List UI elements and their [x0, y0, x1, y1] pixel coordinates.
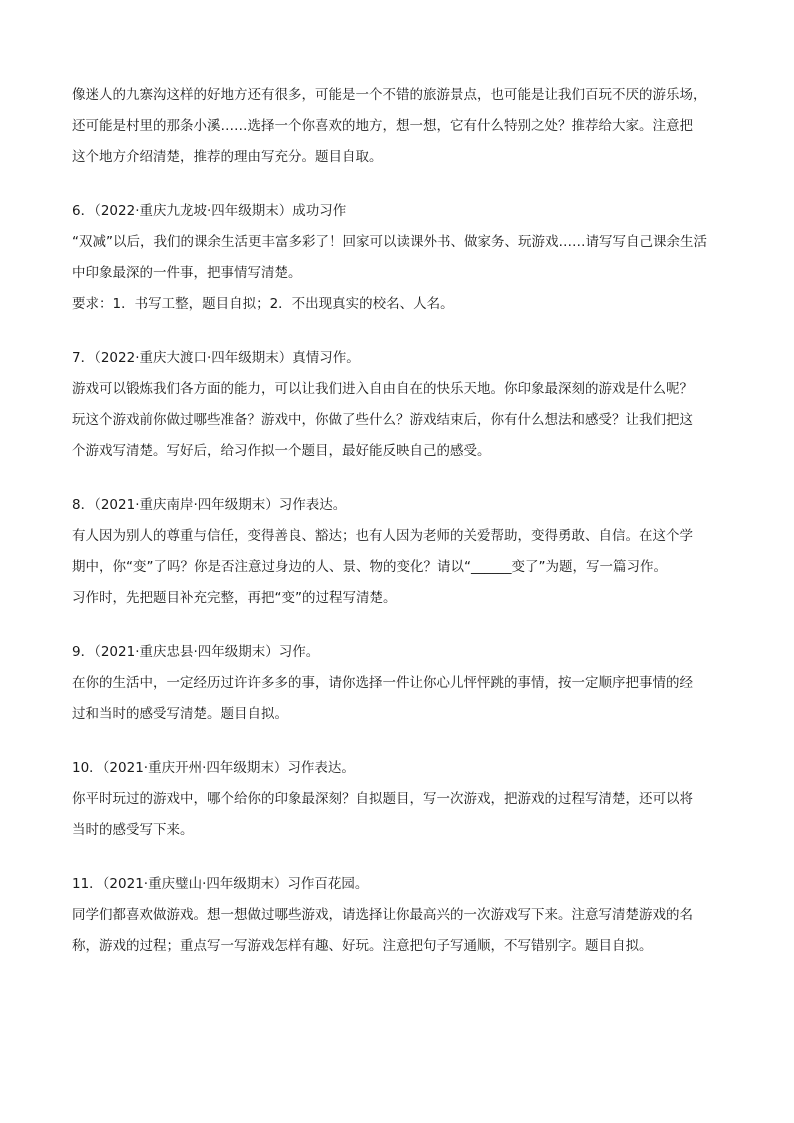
- text-line: 期中，你“变”了吗？你是否注意过身边的人、景、物的变化？请以“______变了”为题，写一篇习作。: [72, 559, 667, 575]
- question-heading: 10．（2021·重庆开州·四年级期末）习作表达。: [72, 760, 355, 776]
- text-line: 玩这个游戏前你做过哪些准备？游戏中，你做了些什么？游戏结束后，你有什么想法和感受？让我们把这: [72, 412, 693, 428]
- text-line: 习作时，先把题目补充完整，再把“变”的过程写清楚。: [72, 590, 397, 606]
- text-line: 中印象最深的一件事，把事情写清楚。: [72, 265, 302, 281]
- question-10: [72, 753, 732, 846]
- text-line: 像迷人的九寨沟这样的好地方还有很多，可能是一个不错的旅游景点，也可能是让我们百玩不厌的游乐场，: [72, 87, 707, 103]
- text-line: 个游戏写清楚。写好后，给习作拟一个题目，最好能反映自己的感受。: [72, 443, 491, 459]
- question-heading: 9．（2021·重庆忠县·四年级期末）习作。: [72, 644, 320, 660]
- text-line: 当时的感受写下来。: [72, 822, 194, 838]
- question-11: [72, 869, 732, 962]
- question-6: [72, 196, 732, 320]
- text-line: 同学们都喜欢做游戏。想一想做过哪些游戏，请选择让你最高兴的一次游戏写下来。注意写清楚游戏的名: [72, 907, 693, 923]
- intro-paragraph: [72, 80, 732, 173]
- text-line: 在你的生活中，一定经历过许许多多的事，请你选择一件让你心儿怦怦跳的事情，按一定顺序把事情的经: [72, 675, 693, 691]
- question-9: [72, 637, 732, 730]
- document-page: [72, 80, 732, 962]
- question-7: [72, 343, 732, 467]
- text-line: 游戏可以锻炼我们各方面的能力，可以让我们进入自由自在的快乐天地。你印象最深刻的游戏是什么呢？: [72, 381, 693, 397]
- question-heading: 11．（2021·重庆璧山·四年级期末）习作百花园。: [72, 876, 369, 892]
- text-line: 这个地方介绍清楚，推荐的理由写充分。题目自取。: [72, 149, 383, 165]
- text-line: 还可能是村里的那条小溪……选择一个你喜欢的地方，想一想，它有什么特别之处？推荐给大家。注意把: [72, 118, 693, 134]
- text-line: 要求：1．书写工整，题目自拟；2．不出现真实的校名、人名。: [72, 296, 454, 312]
- question-8: [72, 490, 732, 614]
- text-line: 有人因为别人的尊重与信任，变得善良、豁达；也有人因为老师的关爱帮助，变得勇敢、自信。在这个学: [72, 528, 693, 544]
- text-line: 你平时玩过的游戏中，哪个给你的印象最深刻？自拟题目，写一次游戏，把游戏的过程写清楚，还可以将: [72, 791, 693, 807]
- text-line: “双减”以后，我们的课余生活更丰富多彩了！回家可以读课外书、做家务、玩游戏……请写写自己课余生活: [72, 234, 707, 250]
- question-heading: 7．（2022·重庆大渡口·四年级期末）真情习作。: [72, 350, 360, 366]
- text-line: 称，游戏的过程；重点写一写游戏怎样有趣、好玩。注意把句子写通顺，不写错别字。题目自拟。: [72, 938, 653, 954]
- question-heading: 8．（2021·重庆南岸·四年级期末）习作表达。: [72, 497, 347, 513]
- text-line: 过和当时的感受写清楚。题目自拟。: [72, 706, 288, 722]
- question-heading: 6．（2022·重庆九龙坡·四年级期末）成功习作: [72, 203, 347, 219]
